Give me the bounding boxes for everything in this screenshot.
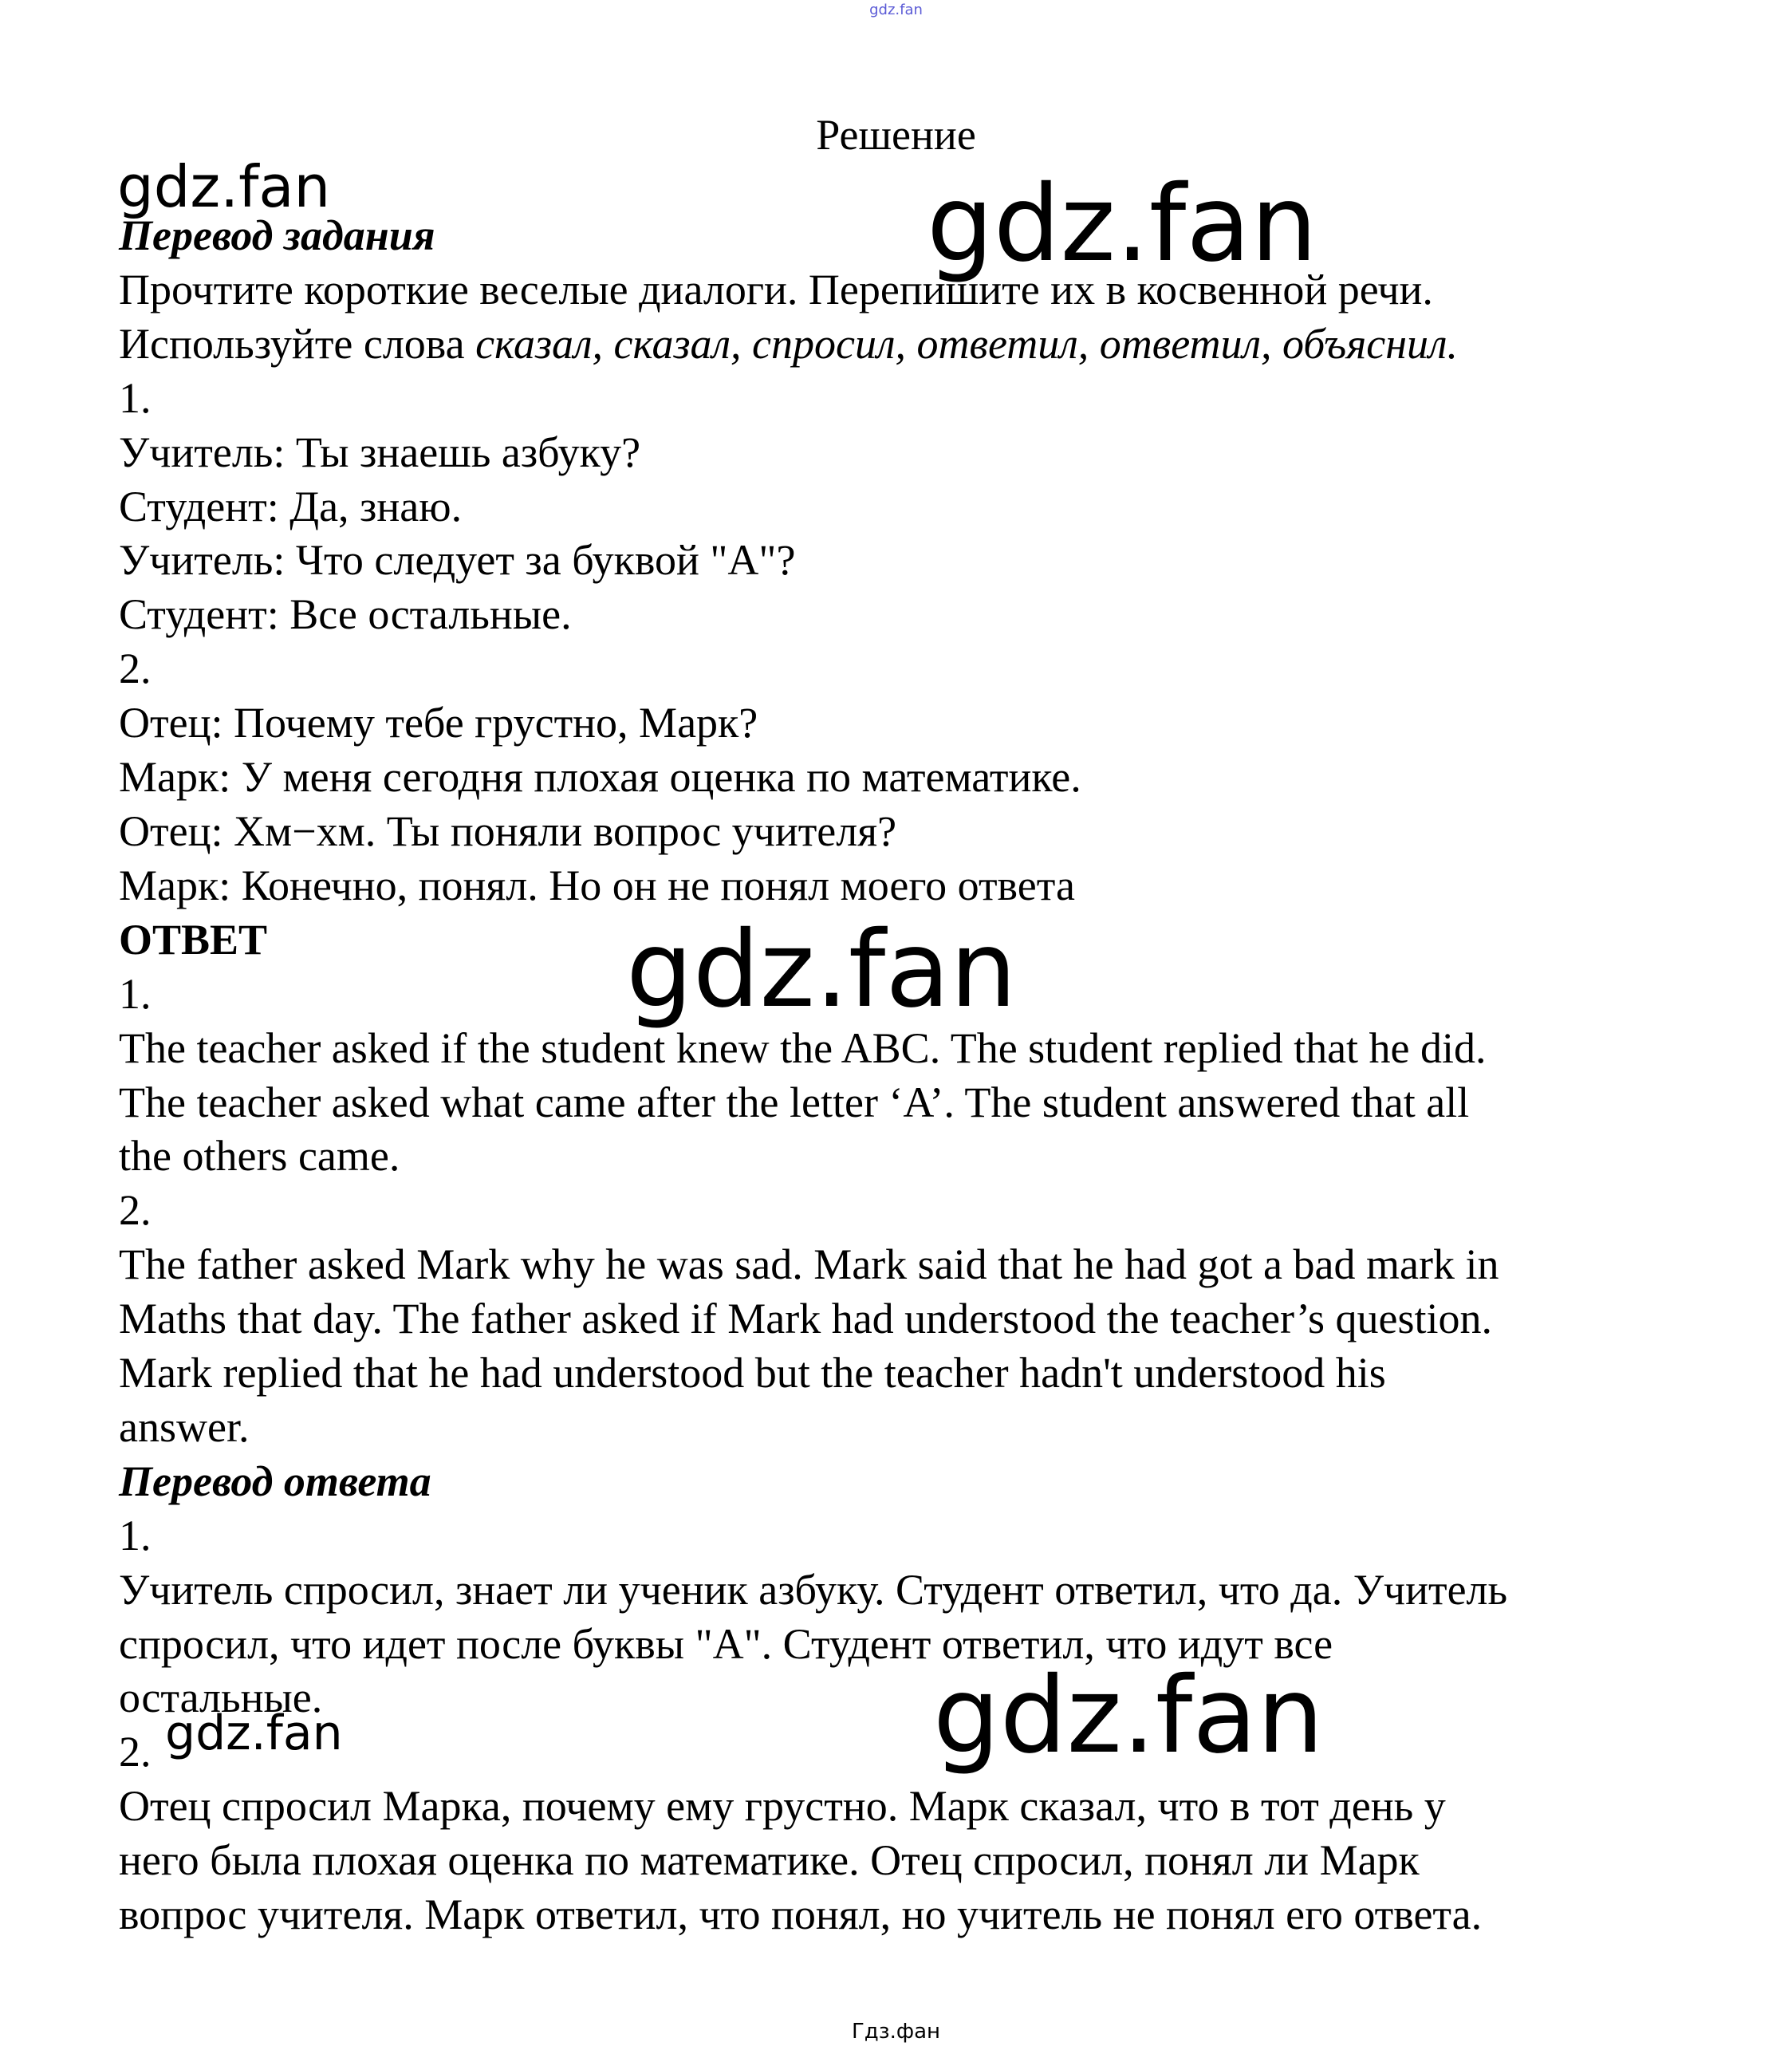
dialogue-2-line: Марк: Конечно, понял. Но он не понял моего ответа bbox=[119, 861, 1075, 909]
translation-2-line: вопрос учителя. Марк ответил, что понял, но учитель не понял его ответа. bbox=[119, 1890, 1483, 1939]
dialogue-2-number: 2. bbox=[119, 645, 152, 693]
translation-1-line: Учитель спросил, знает ли ученик азбуку. Студент ответил, что да. Учитель bbox=[119, 1565, 1508, 1614]
instruction-italic-words: сказал, сказал, спросил, ответил, ответил, объяснил. bbox=[475, 319, 1459, 368]
instruction-plain-text: Используйте слова bbox=[119, 319, 476, 368]
task-instruction-line-2 bbox=[119, 317, 1706, 372]
watermark-large: gdz.fan bbox=[927, 163, 1317, 286]
translation-2-line: Отец спросил Марка, почему ему грустно. Марк сказал, что в тот день у bbox=[119, 1782, 1446, 1831]
dialogue-1-line: Учитель: Что следует за буквой "А"? bbox=[119, 536, 796, 585]
answer-2-line: Mark replied that he had understood but the teacher hadn't understood his bbox=[119, 1349, 1386, 1398]
answer-2-number: 2. bbox=[119, 1186, 152, 1235]
answer-2-line: The father asked Mark why he was sad. Mark said that he had got a bad mark in bbox=[119, 1240, 1499, 1289]
top-watermark: gdz.fan bbox=[869, 2, 923, 18]
translation-1-line: остальные. bbox=[119, 1674, 323, 1722]
task-heading: Перевод задания bbox=[119, 211, 435, 259]
dialogue-1-number: 1. bbox=[119, 373, 152, 422]
answer-2-line: Maths that day. The father asked if Mark had understood the teacher’s question. bbox=[119, 1295, 1492, 1343]
dialogue-1-line: Студент: Да, знаю. bbox=[119, 482, 463, 530]
answer-1-line: the others came. bbox=[119, 1132, 400, 1181]
answer-1-number: 1. bbox=[119, 969, 152, 1018]
watermark-small: gdz.fan bbox=[117, 153, 331, 220]
task-instruction-line-1: Прочтите короткие веселые диалоги. Перепишите их в косвенной речи. bbox=[119, 265, 1433, 313]
answer-2-line: answer. bbox=[119, 1402, 250, 1451]
watermark-large: gdz.fan bbox=[626, 909, 1017, 1031]
translation-2-line: него была плохая оценка по математике. Отец спросил, понял ли Марк bbox=[119, 1836, 1420, 1885]
translation-1-number: 1. bbox=[119, 1511, 152, 1559]
dialogue-1-line: Студент: Все остальные. bbox=[119, 590, 572, 639]
translation-heading: Перевод ответа bbox=[119, 1457, 431, 1505]
dialogue-2-line: Марк: У меня сегодня плохая оценка по математике. bbox=[119, 753, 1081, 802]
answer-1-line: The teacher asked if the student knew the ABC. The student replied that he did. bbox=[119, 1023, 1487, 1072]
dialogue-2-line: Отец: Почему тебе грустно, Марк? bbox=[119, 699, 758, 747]
dialogue-1-line: Учитель: Ты знаешь азбуку? bbox=[119, 428, 641, 476]
dialogue-2-line: Отец: Хм−хм. Ты поняли вопрос учителя? bbox=[119, 806, 897, 855]
document-body bbox=[119, 209, 1706, 1942]
page-title: Решение bbox=[816, 111, 976, 159]
footer-watermark: Гдз.фан bbox=[851, 2020, 941, 2044]
answer-1-line: The teacher asked what came after the letter ‘A’. The student answered that all bbox=[119, 1078, 1470, 1126]
translation-2-number: 2. bbox=[119, 1728, 152, 1776]
watermark-large: gdz.fan bbox=[933, 1654, 1324, 1777]
watermark-small: gdz.fan bbox=[165, 1705, 343, 1761]
translation-1-line: спросил, что идет после буквы "А". Студент ответил, что идут все bbox=[119, 1619, 1333, 1668]
answer-heading: ОТВЕТ bbox=[119, 915, 268, 964]
